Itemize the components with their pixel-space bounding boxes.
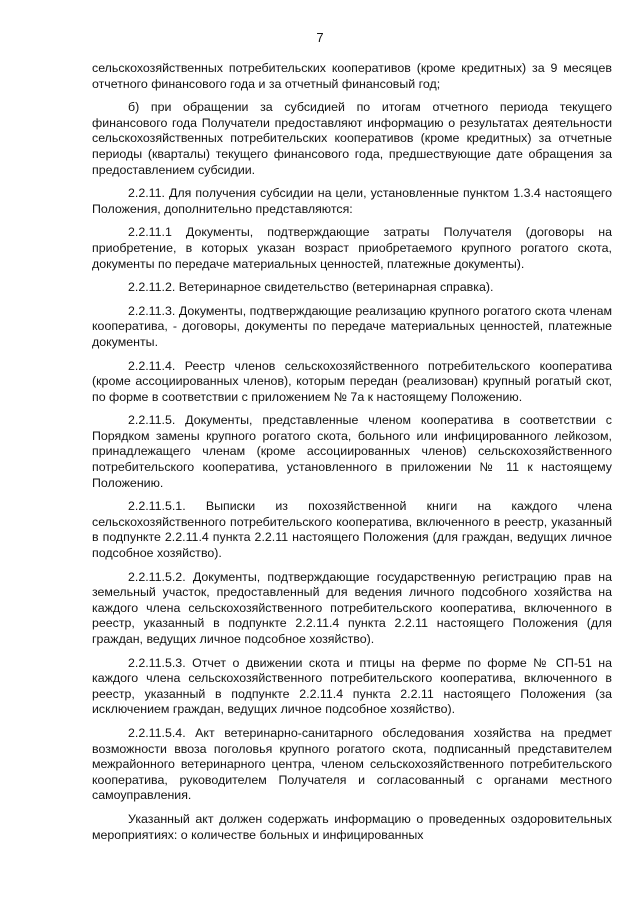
paragraph: сельскохозяйственных потребительских кооперативов (кроме кредитных) за 9 месяцев отчетного финансового года и за отчетный финансовый год; <box>92 61 612 91</box>
paragraph: Указанный акт должен содержать информацию о проведенных оздоровительных мероприятиях: о количестве больных и инфицированных <box>92 811 612 842</box>
paragraph: 2.2.11.3. Документы, подтверждающие реализацию крупного рогатого скота членам кооператива, - договоры, документы по передаче материальных ценностей, платежные документы. <box>92 303 612 349</box>
paragraph: 2.2.11.1 Документы, подтверждающие затраты Получателя (договоры на приобретение, в которых указан возраст приобретаемого крупного рогатого скота, документы по передаче материальных ценностей, платежные документы). <box>92 225 612 271</box>
page-number: 7 <box>316 30 324 45</box>
paragraph: 2.2.11.5.4. Акт ветеринарно-санитарного обследования хозяйства на предмет возможности ввоза поголовья крупного рогатого скота, подписанный представителем межрайонного ветеринарного центра, членом сельскохозяйственного потребительского кооператива, руководителем Получателя и согласованный с органами местного самоуправления. <box>92 725 612 803</box>
paragraph: 2.2.11.5.3. Отчет о движении скота и птицы на ферме по форме № СП-51 на каждого члена сельскохозяйственного потребительского кооператива, включенного в реестр, указанный в подпункте 2.2.11.4 пункта 2.2.11 настоящего Положения (за исключением граждан, ведущих личное подсобное хозяйство). <box>92 655 612 717</box>
paragraph: 2.2.11.5.2. Документы, подтверждающие государственную регистрацию прав на земельный участок, предоставленный для ведения личного подсобного хозяйства на каждого члена сельскохозяйственного потребительского кооператива, включенного в реестр, указанный в подпункте 2.2.11.4 пункта 2.2.11 настоящего Положения (для граждан, ведущих личное подсобное хозяйство). <box>92 569 612 646</box>
paragraph: 2.2.11. Для получения субсидии на цели, установленные пунктом 1.3.4 настоящего Положения, дополнительно представляются: <box>92 186 612 216</box>
paragraph: 2.2.11.2. Ветеринарное свидетельство (ветеринарная справка). <box>128 280 494 295</box>
paragraph: 2.2.11.5. Документы, представленные членом кооператива в соответствии с Порядком замены крупного рогатого скота, больного или инфицированного лейкозом, принадлежащего членам (кроме ассоциированных членов) сельскохозяйственного потребительского кооператива, установленного в приложении № 11 к настоящему Положению. <box>92 413 612 490</box>
paragraph: 2.2.11.5.1. Выписки из похозяйственной книги на каждого члена сельскохозяйственного потребительского кооператива, включенного в реестр, указанный в подпункте 2.2.11.4 пункта 2.2.11 настоящего Положения (для граждан, ведущих личное подсобное хозяйство). <box>92 499 612 561</box>
document-body <box>92 61 612 851</box>
paragraph: б) при обращении за субсидией по итогам отчетного периода текущего финансового года Получатели предоставляют информацию о результатах деятельности сельскохозяйственных потребительских кооперативов (кроме кредитных) за отчетные периоды (кварталы) текущего финансового года, предшествующие дате обращения за предоставлением субсидии. <box>92 100 612 177</box>
paragraph: 2.2.11.4. Реестр членов сельскохозяйственного потребительского кооператива (кроме ассоциированных членов), которым передан (реализован) крупный рогатый скот, по форме в соответствии с приложением № 7а к настоящему Положению. <box>92 358 612 404</box>
